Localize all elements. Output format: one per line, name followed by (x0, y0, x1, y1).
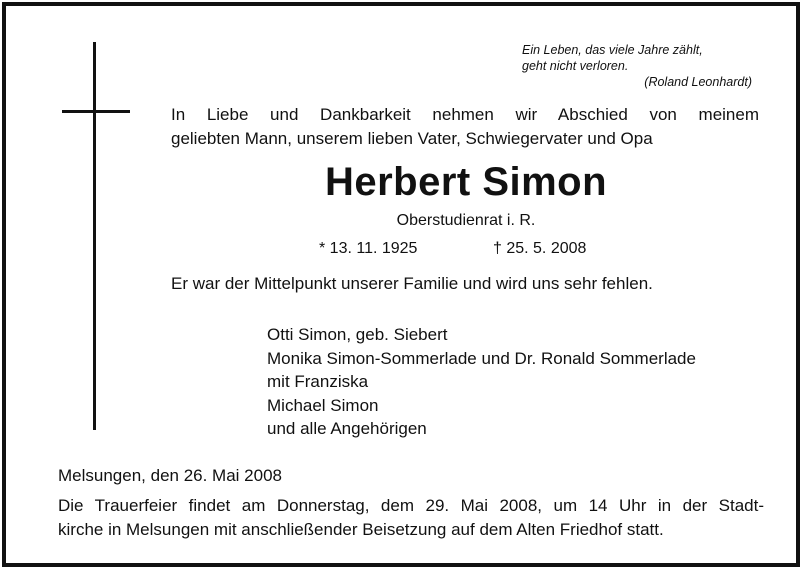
quote (522, 42, 752, 90)
deceased-title: Oberstudienrat i. R. (396, 212, 536, 229)
funeral-notice (58, 494, 764, 542)
family-member: Otti Simon, geb. Siebert (267, 325, 448, 344)
family-list (267, 323, 696, 441)
family-member: und alle Angehörigen (267, 419, 427, 438)
cross-icon-bar (62, 110, 130, 113)
deceased-name: Herbert Simon (324, 160, 608, 204)
quote-line-2: geht nicht verloren. (522, 59, 629, 73)
cross-icon (93, 42, 96, 430)
quote-line-1: Ein Leben, das viele Jahre zählt, (522, 43, 703, 57)
funeral-line-1: Die Trauerfeier findet am Donnerstag, dem 29. Mai 2008, um 14 Uhr in der Stadt- (58, 496, 764, 515)
death-date: † 25. 5. 2008 (493, 240, 587, 257)
family-member: Michael Simon (267, 395, 379, 415)
intro-line-1: In Liebe und Dankbarkeit nehmen wir Abschied von meinem (171, 105, 759, 124)
funeral-line-2: kirche in Melsungen mit anschließender Beisetzung auf dem Alten Friedhof statt. (58, 520, 664, 539)
intro-line-2: geliebten Mann, unserem lieben Vater, Schwiegervater und Opa (171, 129, 653, 148)
birth-date: * 13. 11. 1925 (319, 240, 418, 257)
tribute-line: Er war der Mittelpunkt unserer Familie und wird uns sehr fehlen. (171, 274, 653, 293)
family-member: Monika Simon-Sommerlade und Dr. Ronald Sommerlade (267, 348, 696, 368)
family-member: mit Franziska (267, 372, 369, 391)
place-date: Melsungen, den 26. Mai 2008 (58, 466, 282, 485)
intro-text (171, 103, 759, 151)
obituary-frame (2, 2, 800, 567)
quote-author: (Roland Leonhardt) (644, 75, 752, 89)
